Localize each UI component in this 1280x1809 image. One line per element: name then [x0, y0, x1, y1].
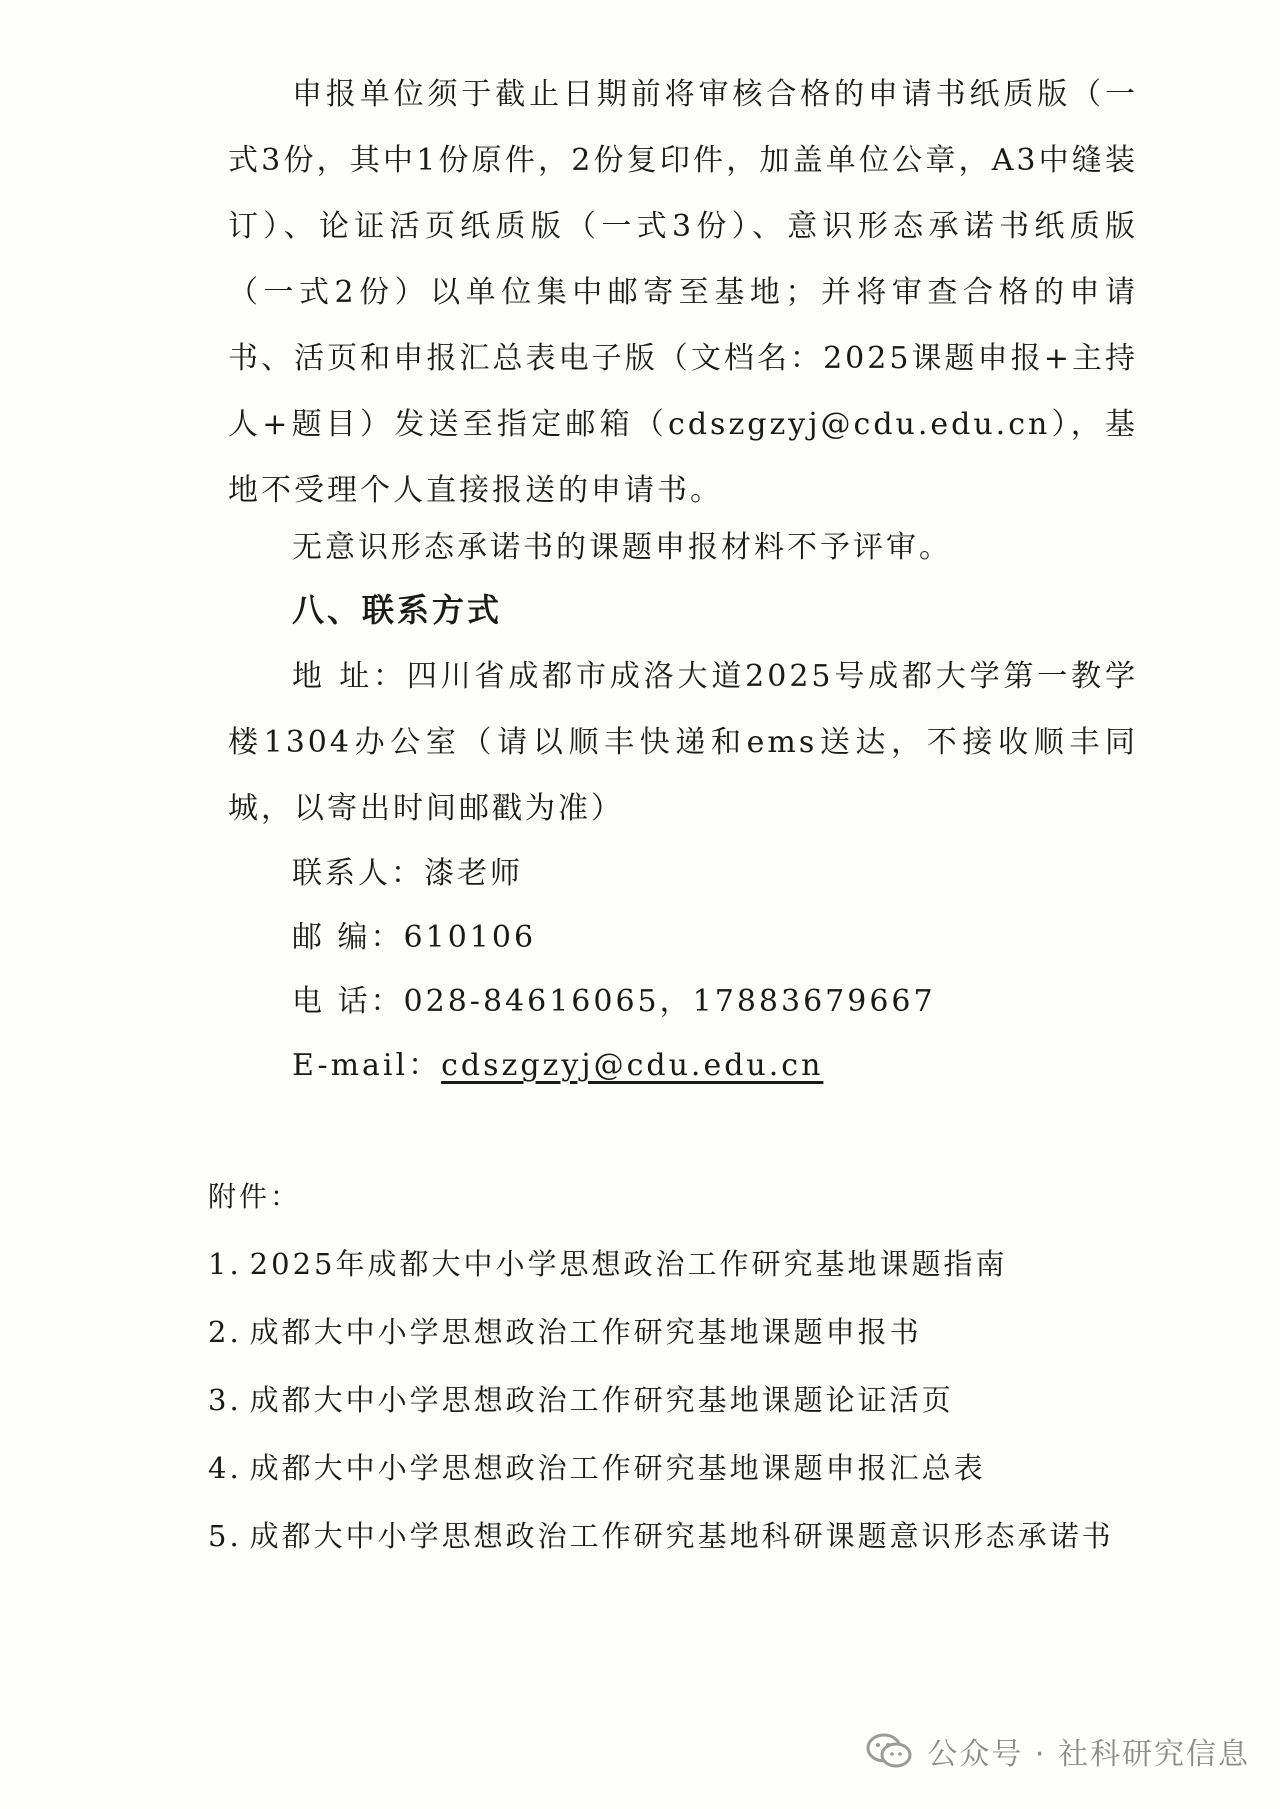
- attachment-item: [208, 1306, 1114, 1374]
- attachment-text: 成都大中小学思想政治工作研究基地课题论证活页: [249, 1383, 954, 1417]
- address-paragraph: 地 址：四川省成都市成洛大道2025号成都大学第一教学楼1304办公室（请以顺丰快递和ems送达，不接收顺丰同城，以寄出时间邮戳为准）: [228, 659, 1138, 826]
- postcode-line: [292, 912, 536, 956]
- phone-line: [292, 976, 936, 1020]
- attachment-item: [208, 1238, 1114, 1306]
- attachment-item: [208, 1442, 1114, 1510]
- postcode-label: 邮 编：: [292, 920, 404, 955]
- ideology-note-paragraph: 无意识形态承诺书的课题申报材料不予评审。: [292, 530, 952, 565]
- postcode-value: 610106: [403, 920, 537, 955]
- attachment-number: 5.: [208, 1519, 242, 1553]
- contact-person-line: [292, 848, 523, 892]
- attachment-item: [208, 1510, 1114, 1578]
- attachment-item: [208, 1374, 1114, 1442]
- attachments-title: 附件：: [208, 1180, 302, 1213]
- contact-heading: 八、联系方式: [292, 591, 503, 629]
- attachments-list: [208, 1238, 1114, 1578]
- submission-paragraph: 申报单位须于截止日期前将审核合格的申请书纸质版（一式3份，其中1份原件，2份复印件，加盖单位公章，A3中缝装订）、论证活页纸质版（一式3份）、意识形态承诺书纸质版（一式2份）以单位集中邮寄至基地；并将审查合格的申请书、活页和申报汇总表电子版（文档名：2025课题申报+主持人+题目）发送至指定邮箱（cdszgzyj@cdu.edu.cn），基地不受理个人直接报送的申请书。: [228, 77, 1138, 508]
- attachment-number: 4.: [208, 1451, 242, 1485]
- attachment-text: 2025年成都大中小学思想政治工作研究基地课题指南: [249, 1247, 1008, 1281]
- email-label: E-mail：: [292, 1048, 442, 1083]
- phone-value: 028-84616065，17883679667: [403, 984, 936, 1019]
- contact-person-label: 联系人：: [292, 856, 424, 891]
- attachment-text: 成都大中小学思想政治工作研究基地科研课题意识形态承诺书: [249, 1519, 1114, 1553]
- attachment-text: 成都大中小学思想政治工作研究基地课题申报书: [249, 1315, 922, 1349]
- attachment-number: 1.: [208, 1247, 242, 1281]
- email-link[interactable]: cdszgzyj@cdu.edu.cn: [441, 1048, 824, 1083]
- wechat-icon: [865, 1731, 913, 1771]
- attachment-number: 2.: [208, 1315, 242, 1349]
- attachment-number: 3.: [208, 1383, 242, 1417]
- contact-person-value: 漆老师: [424, 856, 523, 891]
- wechat-watermark: [865, 1729, 1250, 1773]
- watermark-text: 公众号 · 社科研究信息: [927, 1737, 1250, 1772]
- email-line: [292, 1040, 823, 1084]
- attachment-text: 成都大中小学思想政治工作研究基地课题申报汇总表: [249, 1451, 986, 1485]
- phone-label: 电 话：: [292, 984, 404, 1019]
